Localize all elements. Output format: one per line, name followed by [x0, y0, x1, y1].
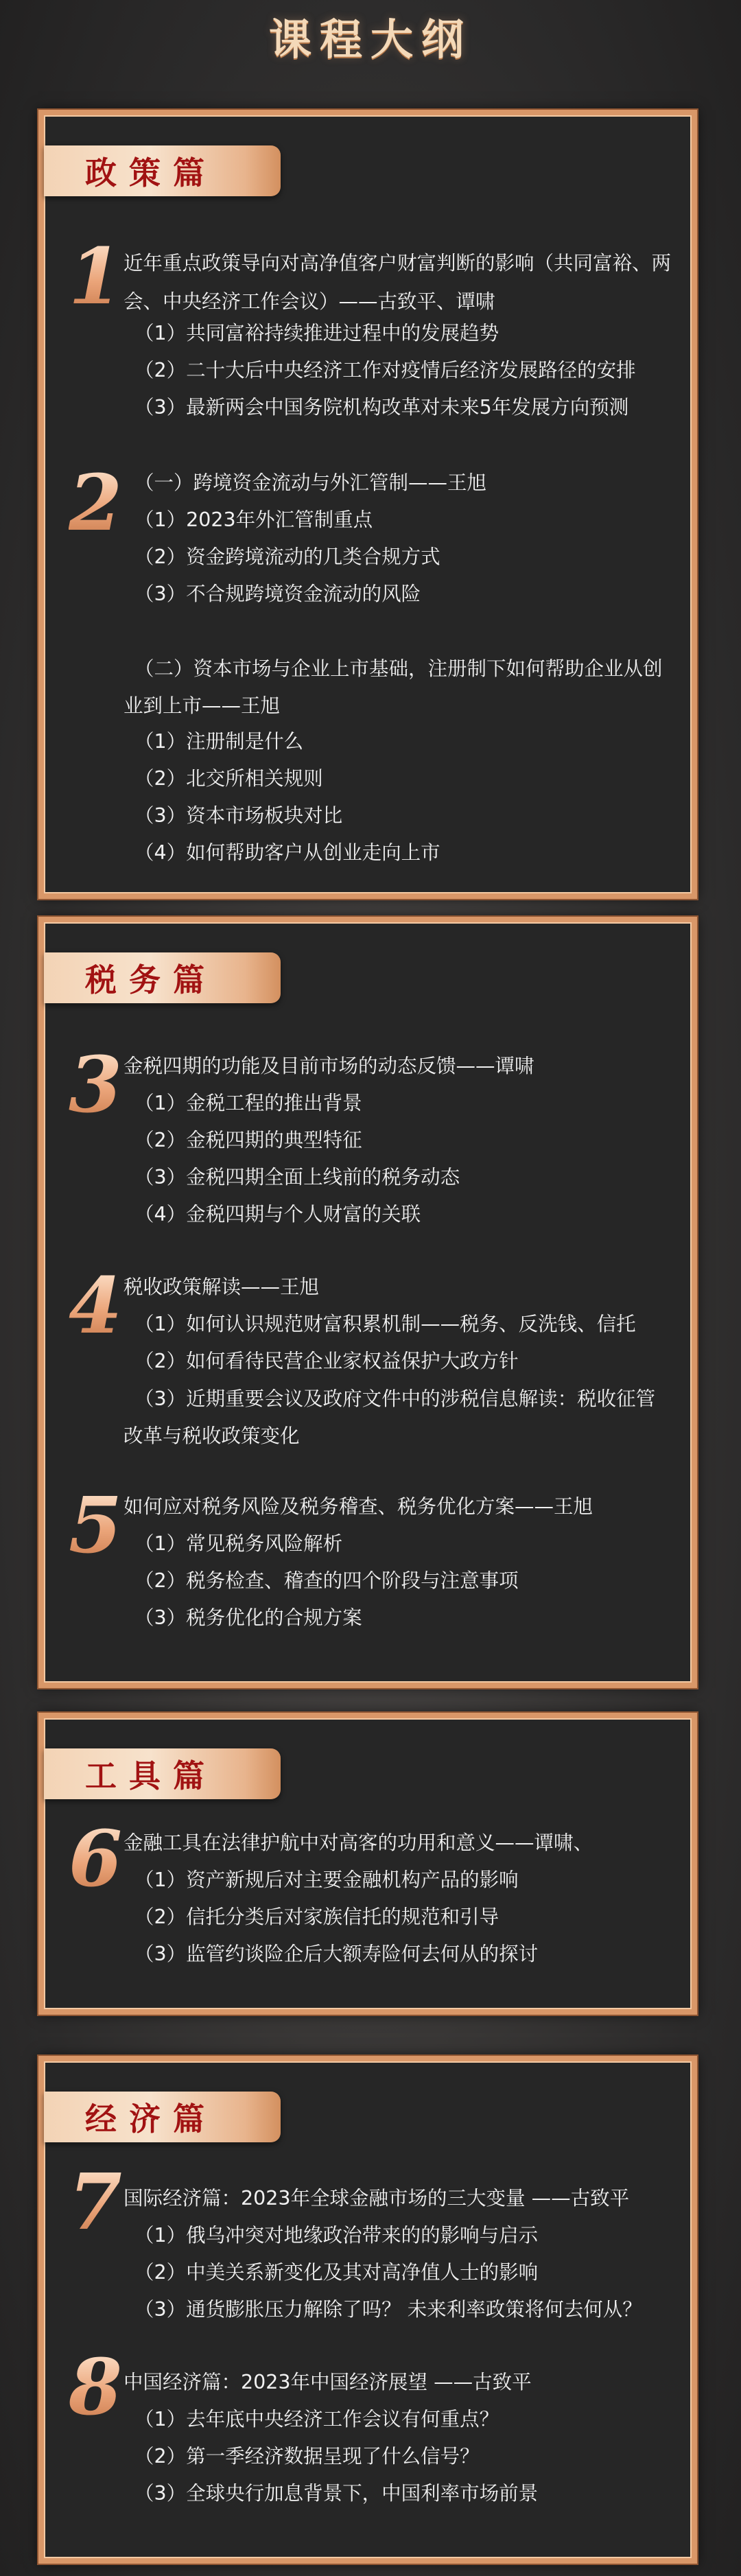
list-item: （3）不合规跨境资金流动的风险: [134, 583, 421, 605]
section-banner: [44, 145, 281, 196]
list-item: （2）资金跨境流动的几类合规方式: [134, 546, 440, 568]
list-item: （1）资产新规后对主要金融机构产品的影响: [134, 1869, 519, 1891]
list-item: （1）金税工程的推出背景: [134, 1092, 362, 1114]
list-item: （2）税务检查、稽查的四个阶段与注意事项: [134, 1569, 519, 1592]
list-item: （3）全球央行加息背景下，中国利率市场前景: [134, 2482, 539, 2505]
module-heading: 中国经济篇：2023年中国经济展望 ——古致平: [124, 2371, 532, 2393]
module-number: 1: [69, 232, 122, 322]
section-banner: [44, 952, 281, 1003]
list-item: （1）俄乌冲突对地缘政治带来的的影响与启示: [134, 2224, 539, 2247]
module-heading: 金税四期的功能及目前市场的动态反馈——谭啸: [124, 1055, 534, 1077]
module-heading: （二）资本市场与企业上市基础，注册制下如何帮助企业从创业到上市——王旭: [124, 657, 663, 717]
section-banner-label: 工具篇: [85, 1757, 217, 1794]
module-number: 6: [69, 1814, 122, 1904]
page-title: 课程大纲: [268, 14, 472, 65]
list-item: （1）常见税务风险解析: [134, 1532, 343, 1555]
section-tools: [38, 1713, 697, 2015]
section-banner: [44, 2092, 281, 2142]
module-number: 7: [69, 2157, 122, 2247]
section-tax: [38, 917, 697, 1688]
list-item: （2）中美关系新变化及其对高净值人士的影响: [134, 2261, 539, 2284]
list-item: （2）第一季经济数据呈现了什么信号？: [134, 2445, 480, 2468]
module-number: 4: [69, 1261, 122, 1351]
section-banner-label: 经济篇: [85, 2100, 217, 2138]
section-policy: [38, 110, 697, 899]
section-economy: [38, 2056, 697, 2564]
list-item: （4）如何帮助客户从创业走向上市: [134, 841, 440, 864]
list-item: （2）如何看待民营企业家权益保护大政方针: [134, 1350, 519, 1372]
list-item: （3）近期重要会议及政府文件中的涉税信息解读：税收征管改革与税收政策变化: [124, 1387, 656, 1447]
list-item: （2）二十大后中央经济工作对疫情后经济发展路径的安排: [134, 359, 636, 382]
module-heading: 税收政策解读——王旭: [124, 1276, 320, 1298]
module-number: 3: [69, 1040, 122, 1130]
module-heading: 金融工具在法律护航中对高客的功用和意义——谭啸、: [124, 1831, 593, 1854]
module-heading: 国际经济篇：2023年全球金融市场的三大变量 ——古致平: [124, 2187, 630, 2210]
list-item: （3）最新两会中国务院机构改革对未来5年发展方向预测: [134, 396, 629, 419]
list-item: （3）资本市场板块对比: [134, 804, 343, 827]
section-banner: [44, 1748, 281, 1799]
section-banner-label: 税务篇: [85, 961, 217, 998]
list-item: （1）2023年外汇管制重点: [134, 508, 373, 531]
list-item: （3）金税四期全面上线前的税务动态: [134, 1166, 460, 1189]
list-item: （3）通货膨胀压力解除了吗？ 未来利率政策将何去何从？: [134, 2298, 642, 2321]
list-item: （1）如何认识规范财富积累机制——税务、反洗钱、信托: [134, 1313, 636, 1335]
list-item: （3）监管约谈险企后大额寿险何去何从的探讨: [134, 1943, 539, 1965]
list-item: （3）税务优化的合规方案: [134, 1606, 362, 1629]
module-number: 8: [69, 2343, 122, 2433]
list-item: （2）金税四期的典型特征: [134, 1129, 362, 1151]
section-banner-label: 政策篇: [85, 154, 217, 191]
module-heading: 近年重点政策导向对高净值客户财富判断的影响（共同富裕、两会、中央经济工作会议）——古致平、谭啸: [124, 252, 672, 313]
module-number: 2: [69, 458, 122, 548]
module-number: 5: [69, 1481, 122, 1571]
list-item: （1）共同富裕持续推进过程中的发展趋势: [134, 322, 499, 344]
list-item: （1）去年底中央经济工作会议有何重点？: [134, 2408, 499, 2431]
list-item: （2）信托分类后对家族信托的规范和引导: [134, 1906, 499, 1928]
list-item: （4）金税四期与个人财富的关联: [134, 1203, 421, 1226]
module-heading: （一）跨境资金流动与外汇管制——王旭: [134, 471, 487, 494]
list-item: （2）北交所相关规则: [134, 767, 323, 790]
module-heading: 如何应对税务风险及税务稽查、税务优化方案——王旭: [124, 1495, 593, 1518]
list-item: （1）注册制是什么: [134, 730, 304, 753]
